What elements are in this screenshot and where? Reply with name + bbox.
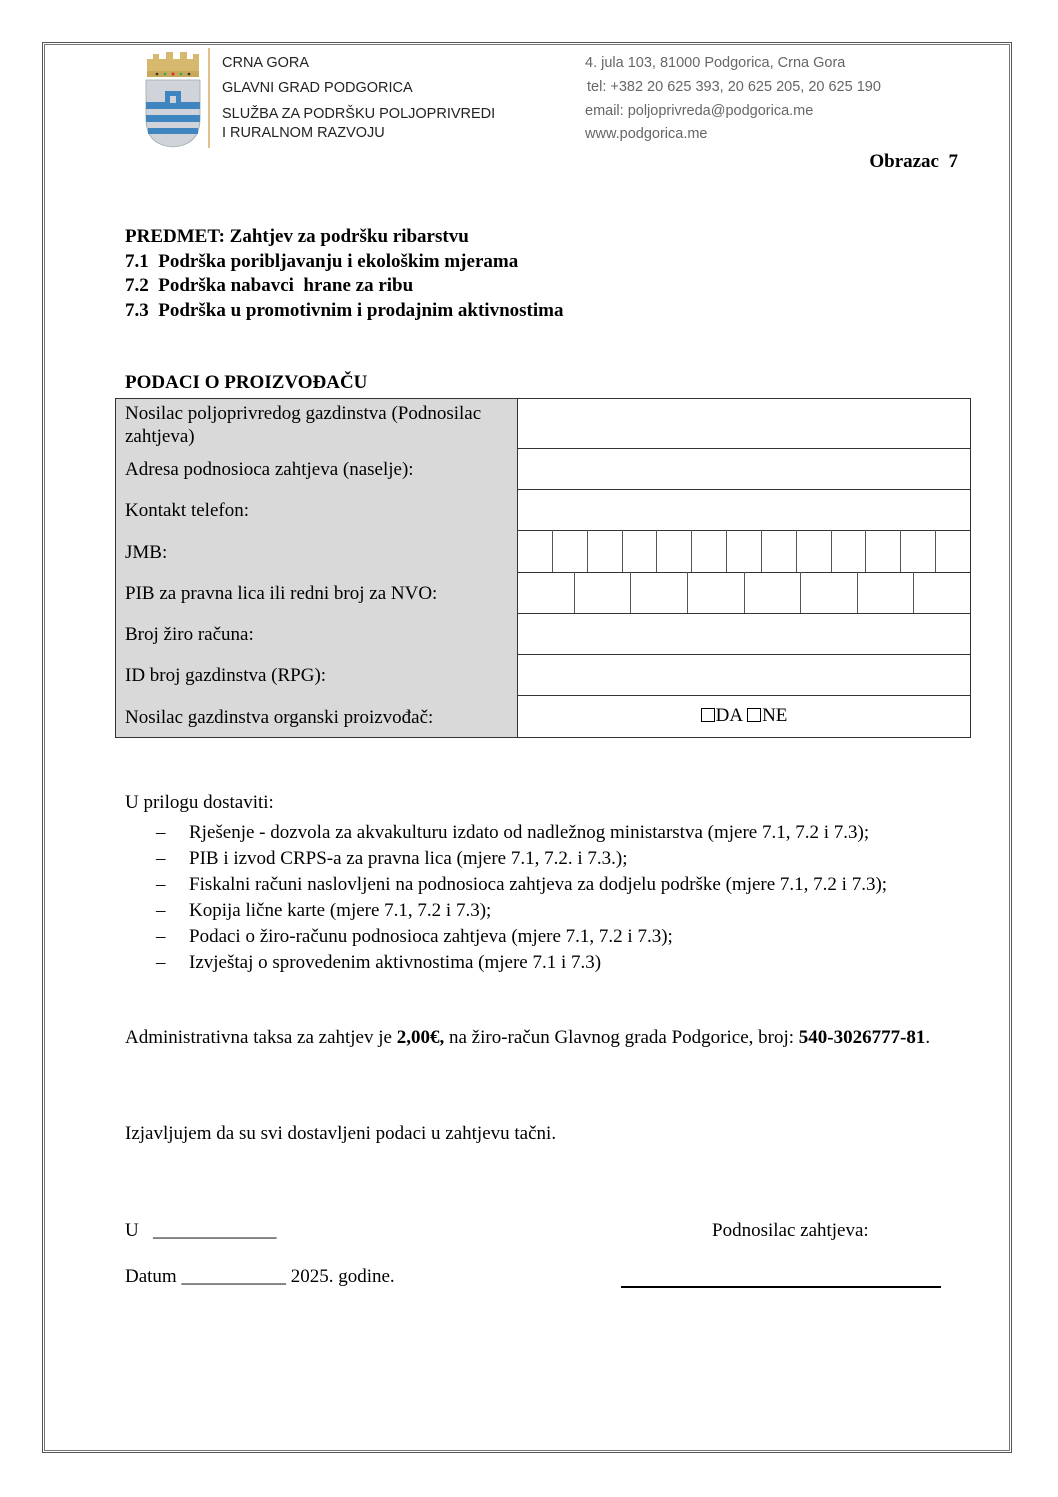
option-ne[interactable] [747, 705, 787, 727]
place-field[interactable]: U _____________ [125, 1220, 277, 1241]
fee-paragraph [125, 1024, 935, 1051]
row-label: Adresa podnosioca zahtjeva (naselje): [115, 448, 518, 490]
bank-account-field[interactable] [518, 613, 971, 655]
header-divider [208, 48, 210, 148]
jmb-digit-cell[interactable] [518, 530, 553, 572]
signer-label: Podnosilac zahtjeva: [712, 1220, 869, 1241]
pib-field [518, 572, 971, 614]
measure-item: 7.2 Podrška nabavci hrane za ribu [125, 275, 414, 296]
signature-line[interactable] [621, 1286, 941, 1288]
row-label: Kontakt telefon: [115, 489, 518, 531]
fee-amount: 2,00€, [396, 1027, 445, 1048]
producer-section-title: PODACI O PROIZVOĐAČU [125, 372, 368, 393]
pib-digit-cell[interactable] [858, 572, 915, 613]
address-line: 4. jula 103, 81000 Podgorica, Crna Gora [585, 55, 846, 71]
jmb-digit-cell[interactable] [727, 530, 762, 572]
jmb-digit-cell[interactable] [657, 530, 692, 572]
table-row-jmb [115, 530, 971, 573]
jmb-digit-cell[interactable] [832, 530, 867, 572]
fee-account-number: 540-3026777-81 [798, 1027, 926, 1048]
subject-title: PREDMET: Zahtjev za podršku ribarstvu [125, 226, 469, 247]
subject-block [125, 225, 563, 323]
form-number: Obrazac 7 [869, 151, 958, 172]
jmb-digit-cell[interactable] [762, 530, 797, 572]
date-field[interactable]: Datum ___________ 2025. godine. [125, 1266, 395, 1287]
holder-name-field[interactable] [518, 398, 971, 449]
phone-field[interactable] [518, 489, 971, 531]
attachments-title: U prilogu dostaviti: [125, 792, 274, 813]
list-item: – Podaci o žiro-računu podnosioca zahtjeva (mjere 7.1, 7.2 i 7.3); [156, 924, 887, 950]
jmb-digit-cell[interactable] [866, 530, 901, 572]
option-da[interactable] [701, 705, 743, 727]
table-row-organic [115, 695, 971, 738]
pib-digit-cell[interactable] [575, 572, 632, 613]
measure-item: 7.3 Podrška u promotivnim i prodajnim aktivnostima [125, 299, 564, 321]
jmb-digit-cell[interactable] [936, 530, 970, 572]
checkbox-icon[interactable] [747, 708, 761, 722]
jmb-field [518, 530, 971, 573]
pib-digit-cell[interactable] [518, 572, 575, 613]
table-row-phone [115, 489, 971, 531]
row-label: ID broj gazdinstva (RPG): [115, 654, 518, 696]
option-label: NE [762, 705, 788, 726]
row-label: Nosilac poljoprivredog gazdinstva (Podnosilac zahtjeva) [115, 398, 518, 449]
attachments-list [156, 820, 887, 976]
website-link[interactable]: www.podgorica.me [585, 126, 708, 142]
table-row-pib [115, 572, 971, 614]
list-item: – Kopija lične karte (mjere 7.1, 7.2 i 7.3); [156, 898, 887, 924]
table-row-account [115, 613, 971, 655]
pib-digit-cell[interactable] [631, 572, 688, 613]
list-item: – Rješenje - dozvola za akvakulturu izdato od nadležnog ministarstva (mjere 7.1, 7.2 i 7.3); [156, 820, 887, 846]
pib-digit-cell[interactable] [745, 572, 802, 613]
table-row-holder [115, 398, 971, 449]
address-field[interactable] [518, 448, 971, 490]
row-label: JMB: [115, 530, 518, 573]
org-line: I RURALNOM RAZVOJU [222, 125, 385, 141]
jmb-digit-cell[interactable] [692, 530, 727, 572]
fee-prefix: Administrativna taksa za zahtjev je [125, 1027, 397, 1048]
rpg-id-field[interactable] [518, 654, 971, 696]
jmb-digit-cell[interactable] [797, 530, 832, 572]
table-row-address [115, 448, 971, 490]
org-line: GLAVNI GRAD PODGORICA [222, 80, 413, 96]
fee-suffix: . [925, 1027, 931, 1048]
pib-digit-cell[interactable] [801, 572, 858, 613]
email-link[interactable]: email: poljoprivreda@podgorica.me [585, 103, 814, 119]
pib-digit-cell[interactable] [688, 572, 745, 613]
org-line: SLUŽBA ZA PODRŠKU POLJOPRIVREDI [222, 106, 496, 122]
pib-digit-cell[interactable] [914, 572, 970, 613]
jmb-digit-cell[interactable] [901, 530, 936, 572]
org-line: CRNA GORA [222, 55, 310, 71]
list-item: – Fiskalni računi naslovljeni na podnosioca zahtjeva za dodjelu podrške (mjere 7.1, 7.2 i 7.3); [156, 872, 887, 898]
jmb-digit-cell[interactable] [553, 530, 588, 572]
measure-item: 7.1 Podrška poribljavanju i ekološkim mjerama [125, 250, 519, 272]
declaration-text: Izjavljujem da su svi dostavljeni podaci u zahtjevu tačni. [125, 1123, 557, 1144]
list-item: – PIB i izvod CRPS-a za pravna lica (mjere 7.1, 7.2. i 7.3.); [156, 846, 887, 872]
checkbox-icon[interactable] [701, 708, 715, 722]
row-label: Broj žiro računa: [115, 613, 518, 655]
phone-line: tel: +382 20 625 393, 20 625 205, 20 625 190 [587, 79, 881, 95]
row-label: PIB za pravna lica ili redni broj za NVO: [115, 572, 518, 614]
row-label: Nosilac gazdinstva organski proizvođač: [115, 695, 518, 738]
fee-middle: na žiro-račun Glavnog grada Podgorice, broj: [444, 1027, 799, 1048]
option-label: DA [715, 705, 744, 726]
organic-options [518, 695, 971, 738]
list-item: – Izvještaj o sprovedenim aktivnostima (mjere 7.1 i 7.3) [156, 950, 887, 976]
table-row-rpg [115, 654, 971, 696]
jmb-digit-cell[interactable] [623, 530, 658, 572]
jmb-digit-cell[interactable] [588, 530, 623, 572]
coat-of-arms-logo [143, 49, 203, 149]
